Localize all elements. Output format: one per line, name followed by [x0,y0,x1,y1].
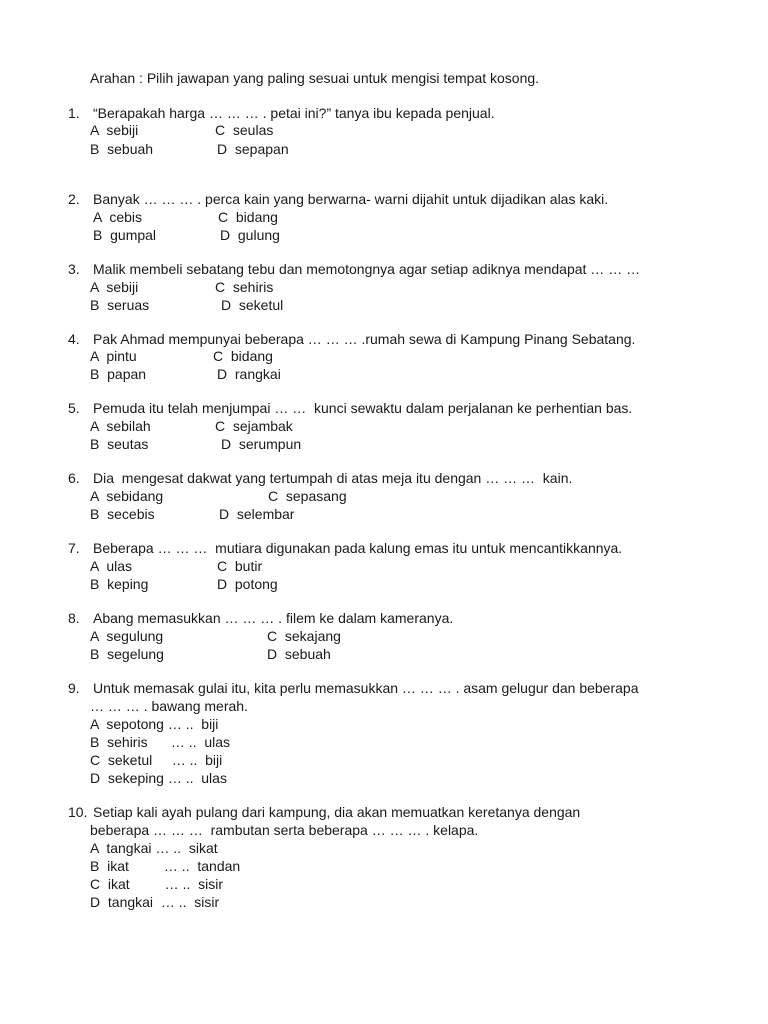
question-5-option-a: A sebilah [90,418,151,434]
question-2-option-d: D gulung [220,227,280,243]
question-7-option-d: D potong [217,576,278,592]
question-8-text: Abang memasukkan … … … . filem ke dalam kameranya. [93,610,454,626]
question-5-option-d: D serumpun [221,436,302,452]
question-4-option-c: C bidang [213,348,273,364]
question-3-text: Malik membeli sebatang tebu dan memotongnya agar setiap adiknya mendapat … … … [93,261,641,277]
question-1-option-a: A sebiji [90,122,139,138]
question-6-option-a: A sebidang [90,488,164,504]
question-4-option-d: D rangkai [217,366,281,382]
question-2-text: Banyak … … … . perca kain yang berwarna- warni dijahit untuk dijadikan alas kaki. [93,191,609,207]
instruction: Arahan : Pilih jawapan yang paling sesuai untuk mengisi tempat kosong. [90,70,540,86]
question-10-text-continued: beberapa … … … rambutan serta beberapa … … … . kelapa. [90,822,479,838]
question-9-option-c: C seketul … .. biji [90,752,223,768]
question-9-text-continued: … … … . bawang merah. [90,698,248,714]
question-9-option-d: D sekeping … .. ulas [90,770,227,786]
question-9-option-b: B sehiris … .. ulas [90,734,231,750]
question-5-number: 5. [68,400,80,416]
question-10-number: 10. [68,804,88,820]
question-6-option-c: C sepasang [268,488,347,504]
question-4-option-b: B papan [90,366,147,382]
question-6-number: 6. [68,470,80,486]
question-8-number: 8. [68,610,80,626]
question-6-option-d: D selembar [219,506,295,522]
question-4-option-a: A pintu [90,348,137,364]
question-8-option-b: B segelung [90,646,164,662]
question-7-number: 7. [68,540,80,556]
question-7-text: Beberapa … … … mutiara digunakan pada kalung emas itu untuk mencantikkannya. [93,540,623,556]
question-8-option-d: D sebuah [267,646,331,662]
question-7-option-c: C butir [217,558,263,574]
question-5-option-b: B seutas [90,436,149,452]
question-10-option-c: C ikat … .. sisir [90,876,224,892]
question-10-text: Setiap kali ayah pulang dari kampung, dia akan memuatkan keretanya dengan [93,804,581,820]
question-6-text: Dia mengesat dakwat yang tertumpah di atas meja itu dengan … … … kain. [93,470,573,486]
question-2-option-b: B gumpal [93,227,157,243]
question-7-option-b: B keping [90,576,149,592]
question-2-option-a: A cebis [93,209,143,225]
question-5-option-c: C sejambak [215,418,293,434]
question-4-text: Pak Ahmad mempunyai beberapa … … … .rumah sewa di Kampung Pinang Sebatang. [93,331,636,347]
question-1-option-c: C seulas [215,122,274,138]
question-10-option-b: B ikat … .. tandan [90,858,241,874]
question-10-option-d: D tangkai … .. sisir [90,894,220,910]
question-3-number: 3. [68,261,80,277]
question-10-option-a: A tangkai … .. sikat [90,840,218,856]
question-9-option-a: A sepotong … .. biji [90,716,219,732]
question-6-option-b: B secebis [90,506,155,522]
question-2-option-c: C bidang [218,209,278,225]
question-1-text: “Berapakah harga … … … . petai ini?” tanya ibu kepada penjual. [93,105,495,121]
question-1-number: 1. [68,105,80,121]
question-3-option-d: D seketul [221,297,284,313]
question-3-option-c: C sehiris [215,279,274,295]
question-1-option-d: D sepapan [217,141,289,157]
question-8-option-a: A segulung [90,628,164,644]
question-5-text: Pemuda itu telah menjumpai … … kunci sewaktu dalam perjalanan ke perhentian bas. [93,400,633,416]
question-9-text: Untuk memasak gulai itu, kita perlu memasukkan … … … . asam gelugur dan beberapa [93,680,639,696]
question-9-number: 9. [68,680,80,696]
question-3-option-b: B seruas [90,297,150,313]
question-2-number: 2. [68,191,80,207]
question-8-option-c: C sekajang [267,628,341,644]
question-4-number: 4. [68,331,80,347]
question-1-option-b: B sebuah [90,141,154,157]
question-7-option-a: A ulas [90,558,133,574]
question-3-option-a: A sebiji [90,279,139,295]
